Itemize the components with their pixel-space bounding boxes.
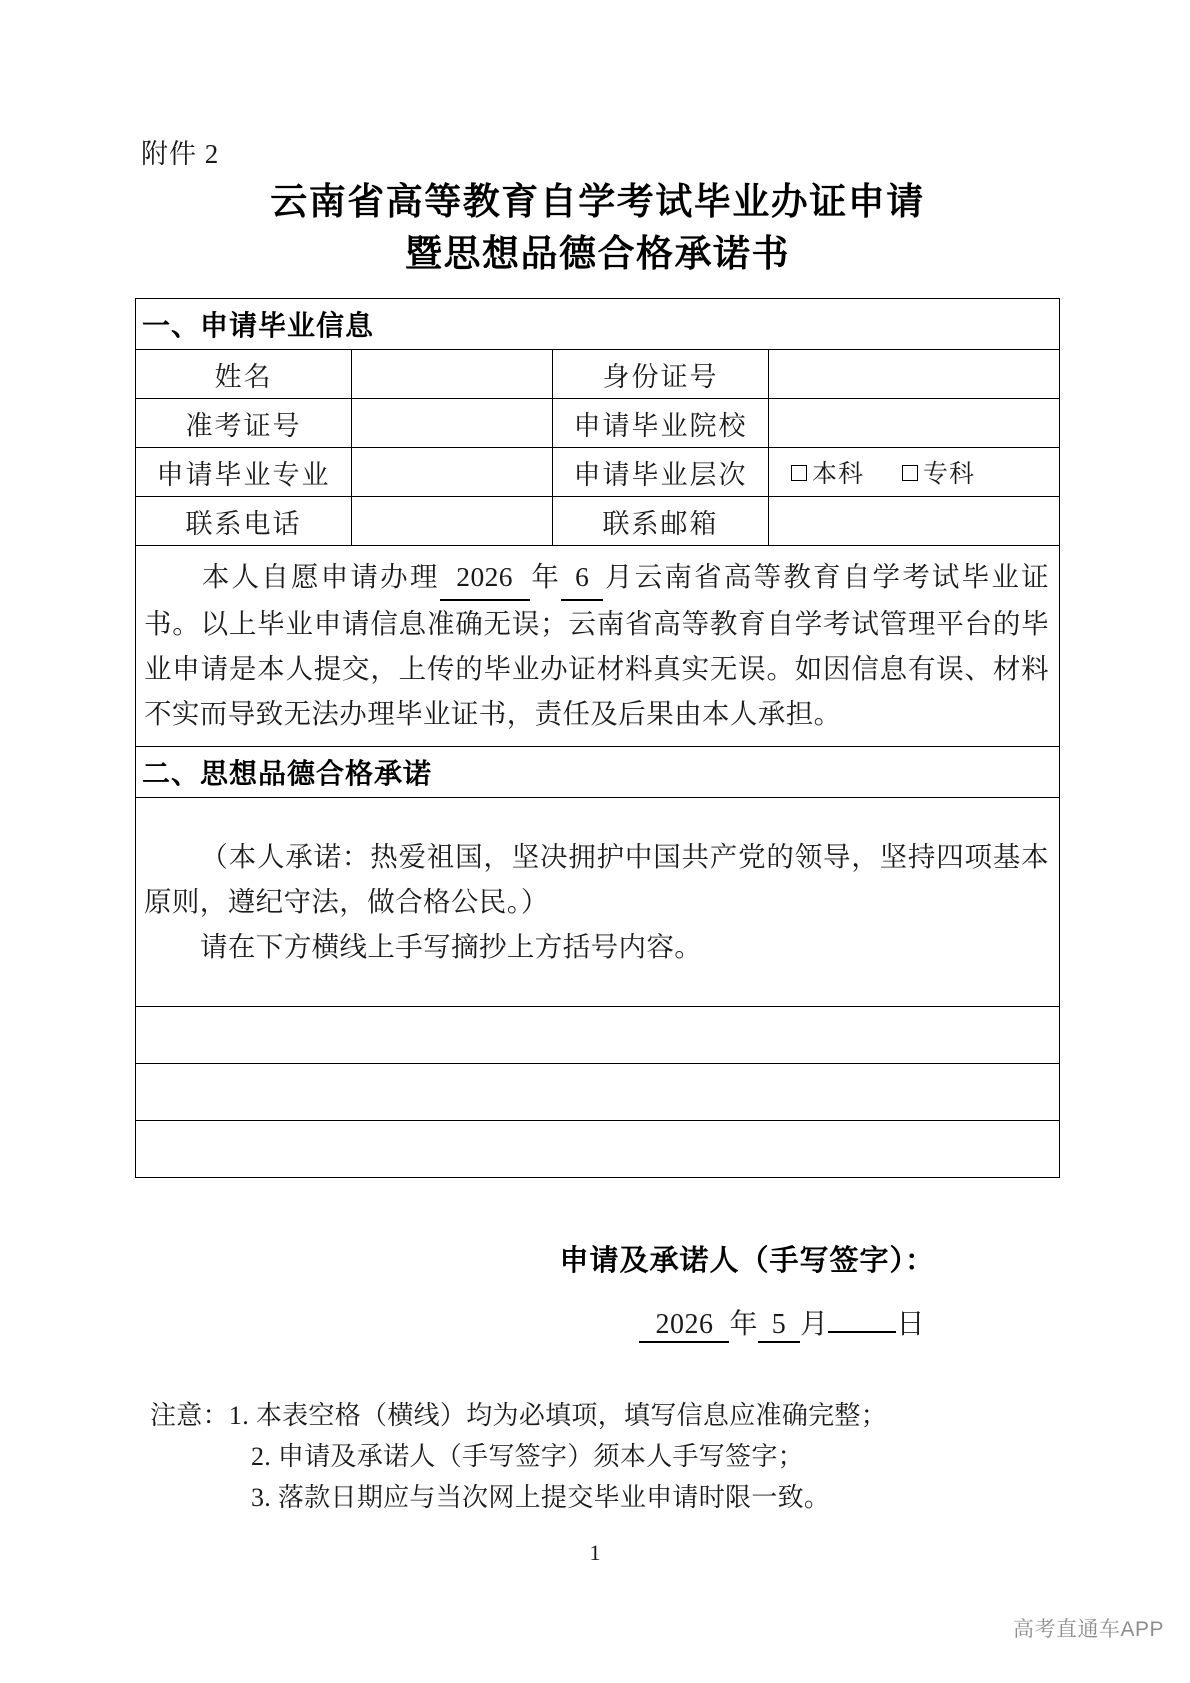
table-row: [136, 399, 1060, 448]
signature-month-unit: 月: [799, 1309, 829, 1340]
declaration-year-input[interactable]: 2026: [440, 554, 530, 601]
label-exam-number: 准考证号: [136, 399, 352, 448]
declaration-body: 云南省高等教育自学考试毕业证书。以上毕业申请信息准确无误；云南省高等教育自学考试管理平台的毕业申请是本人提交，上传的毕业办证材料真实无误。如因信息有误、材料不实而导致无法办理毕业证书，责任及后果由本人承担。: [144, 561, 1050, 729]
promise-row: [136, 798, 1060, 1007]
declaration-month-input[interactable]: 6: [561, 554, 603, 601]
title-line-1: 云南省高等教育自学考试毕业办证申请: [270, 181, 925, 222]
note-index: 2.: [251, 1442, 272, 1471]
label-school: 申请毕业院校: [553, 399, 769, 448]
notes-block: [150, 1395, 1030, 1518]
field-phone-value[interactable]: [352, 497, 553, 546]
signature-month-input[interactable]: 5: [758, 1309, 800, 1343]
handwriting-line-1[interactable]: [136, 1007, 1060, 1064]
note-item: [150, 1395, 1030, 1436]
checkbox-icon[interactable]: [791, 465, 807, 481]
declaration-month-unit: 月: [603, 561, 635, 592]
declaration-year-unit: 年: [529, 561, 562, 592]
application-form-table: [135, 298, 1060, 1178]
field-level-choices: [769, 448, 1060, 497]
promise-text: [144, 834, 1049, 924]
handwriting-line-3[interactable]: [136, 1121, 1060, 1178]
checkbox-icon[interactable]: [902, 465, 918, 481]
declaration-lead: 本人自愿申请办理: [200, 561, 440, 592]
field-name-value[interactable]: [352, 350, 553, 399]
page-number: 1: [589, 1540, 601, 1565]
note-text: 本表空格（横线）均为必填项，填写信息应准确完整；: [255, 1401, 888, 1430]
handwriting-line-2[interactable]: [136, 1064, 1060, 1121]
declaration-text: [144, 554, 1049, 736]
attachment-label: 附件 2: [141, 139, 220, 169]
handwriting-line-row[interactable]: [136, 1121, 1060, 1178]
field-id-number-value[interactable]: [769, 350, 1060, 399]
section-two-heading: 二、思想品德合格承诺: [136, 747, 1060, 798]
section-one-heading-row: [136, 299, 1060, 350]
field-major-value[interactable]: [352, 448, 553, 497]
section-one-heading: 一、申请毕业信息: [136, 299, 1060, 350]
checkbox-option-undergraduate[interactable]: [791, 461, 864, 488]
label-phone: 联系电话: [136, 497, 352, 546]
declaration-cell: [136, 546, 1060, 747]
handwriting-line-row[interactable]: [136, 1064, 1060, 1121]
label-level: 申请毕业层次: [553, 448, 769, 497]
field-exam-number-value[interactable]: [352, 399, 553, 448]
title-line-2: 暨思想品德合格承诺书: [405, 233, 790, 274]
signature-day-unit: 日: [896, 1309, 925, 1340]
signature-date-line: [135, 1302, 925, 1343]
note-item: [150, 1477, 1030, 1518]
table-row: [136, 350, 1060, 399]
declaration-row: [136, 546, 1060, 747]
watermark-label: 高考直通车APP: [1012, 1618, 1164, 1641]
signature-year-unit: 年: [729, 1309, 758, 1340]
note-item: [150, 1436, 1030, 1477]
promise-cell: [136, 798, 1060, 1007]
checkbox-label-college: 专科: [923, 461, 976, 488]
table-row: [136, 497, 1060, 546]
label-name: 姓名: [136, 350, 352, 399]
section-two-heading-row: [136, 747, 1060, 798]
signature-year-input[interactable]: 2026: [639, 1309, 729, 1343]
checkbox-option-college[interactable]: [902, 461, 975, 488]
signature-day-input[interactable]: [828, 1331, 896, 1333]
promise-body: （本人承诺：热爱祖国，坚决拥护中国共产党的领导，坚持四项基本原则，遵纪守法，做合格公民。）: [144, 840, 1050, 917]
table-row: [136, 448, 1060, 497]
label-id-number: 身份证号: [553, 350, 769, 399]
label-major: 申请毕业专业: [136, 448, 352, 497]
page-title: [135, 176, 1060, 280]
note-text: 申请及承诺人（手写签字）须本人手写签字；: [277, 1442, 804, 1471]
field-email-value[interactable]: [769, 497, 1060, 546]
promise-instruction: 请在下方横线上手写摘抄上方括号内容。: [200, 930, 703, 962]
note-index: 1.: [228, 1401, 250, 1430]
field-school-value[interactable]: [769, 399, 1060, 448]
handwriting-line-row[interactable]: [136, 1007, 1060, 1064]
note-text: 落款日期应与当次网上提交毕业申请时限一致。: [277, 1483, 831, 1512]
promise-instruction-line: [144, 924, 1049, 969]
label-email: 联系邮箱: [553, 497, 769, 546]
notes-prefix: 注意：: [150, 1401, 229, 1430]
signature-label: 申请及承诺人（手写签字）：: [559, 1245, 935, 1277]
checkbox-label-undergraduate: 本科: [812, 461, 865, 488]
note-index: 3.: [251, 1483, 272, 1512]
